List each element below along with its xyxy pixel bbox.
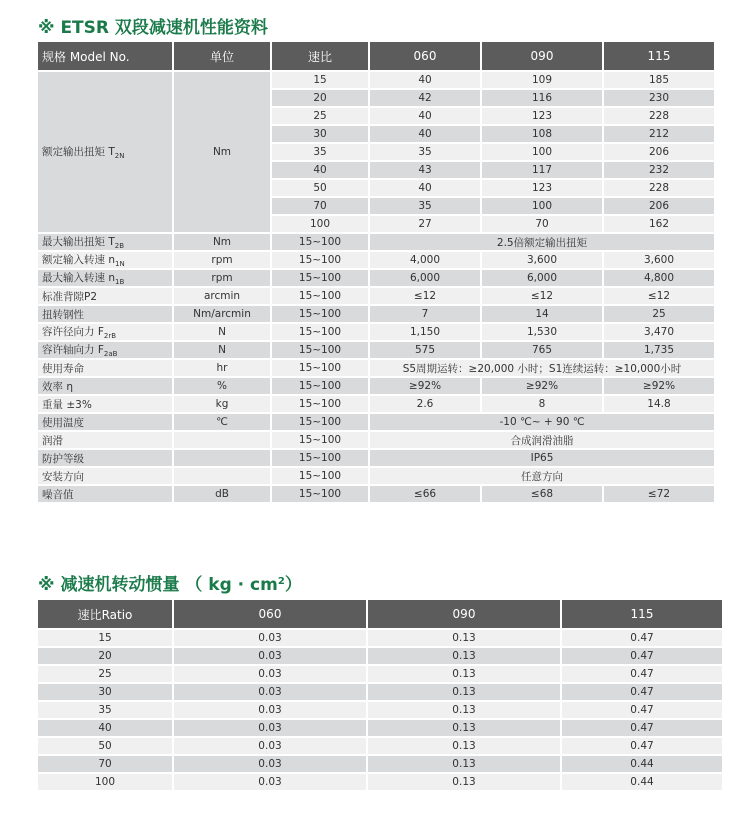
ratio-cell: 15~100 — [272, 360, 368, 376]
value-090: 123 — [482, 108, 602, 124]
inertia-header-090: 090 — [368, 600, 560, 628]
table-row — [38, 630, 722, 646]
unit-cell: kg — [174, 396, 270, 412]
value-090: ≥92% — [482, 378, 602, 394]
value-060: ≤66 — [370, 486, 480, 502]
ratio-cell: 35 — [38, 702, 172, 718]
row-label-subscript: 2N — [114, 152, 125, 160]
value-090: 108 — [482, 126, 602, 142]
table-row — [38, 378, 714, 394]
row-label-text: 最大输入转速 n — [42, 272, 115, 284]
value-090: 116 — [482, 90, 602, 106]
ratio-cell: 15~100 — [272, 306, 368, 322]
value-090: 0.13 — [368, 666, 560, 682]
value-115: 3,600 — [604, 252, 714, 268]
value-115: 25 — [604, 306, 714, 322]
value-060: 40 — [370, 108, 480, 124]
value-060: 35 — [370, 144, 480, 160]
value-090: 765 — [482, 342, 602, 358]
row-label-text: 噪音值 — [42, 488, 74, 501]
row-label — [38, 468, 172, 484]
value-090: 70 — [482, 216, 602, 232]
value-060: 0.03 — [174, 720, 366, 736]
row-label-text: 润滑 — [42, 434, 63, 447]
value-115: 206 — [604, 198, 714, 214]
unit-cell — [174, 450, 270, 466]
value-115: 232 — [604, 162, 714, 178]
value-090: 0.13 — [368, 702, 560, 718]
ratio-cell: 25 — [272, 108, 368, 124]
table-row — [38, 270, 714, 286]
row-label — [38, 378, 172, 394]
unit-cell: Nm — [174, 72, 270, 232]
table-row — [38, 486, 714, 502]
row-label-subscript: 2B — [114, 242, 125, 250]
inertia-header-115: 115 — [562, 600, 722, 628]
value-090: 6,000 — [482, 270, 602, 286]
row-label — [38, 360, 172, 376]
inertia-header-060: 060 — [174, 600, 366, 628]
table-row — [38, 360, 714, 376]
ratio-cell: 40 — [272, 162, 368, 178]
unit-cell: dB — [174, 486, 270, 502]
row-label — [38, 306, 172, 322]
value-115: 162 — [604, 216, 714, 232]
unit-cell: arcmin — [174, 288, 270, 304]
unit-cell: N — [174, 342, 270, 358]
merged-value: 合成润滑油脂 — [370, 432, 714, 448]
inertia-title-sup: 2 — [277, 576, 285, 587]
unit-cell: hr — [174, 360, 270, 376]
table-row — [38, 396, 714, 412]
ratio-cell: 35 — [272, 144, 368, 160]
value-115: 185 — [604, 72, 714, 88]
value-090: 100 — [482, 198, 602, 214]
ratio-cell: 50 — [272, 180, 368, 196]
value-060: 0.03 — [174, 630, 366, 646]
table-row — [38, 648, 722, 664]
table-row — [38, 666, 722, 682]
row-label-text: 使用温度 — [42, 416, 84, 429]
ratio-cell: 15 — [272, 72, 368, 88]
table-row — [38, 252, 714, 268]
spec-section-title: ※ ETSR 双段减速机性能资料 — [38, 18, 268, 38]
table-row — [38, 342, 714, 358]
value-060: 2.6 — [370, 396, 480, 412]
row-label — [38, 324, 172, 340]
ratio-cell: 100 — [272, 216, 368, 232]
value-060: 575 — [370, 342, 480, 358]
inertia-title-text: ※ 减速机转动惯量 （ kg · cm — [38, 575, 278, 595]
value-115: 0.47 — [562, 630, 722, 646]
value-115: 228 — [604, 180, 714, 196]
row-label — [38, 486, 172, 502]
value-060: 1,150 — [370, 324, 480, 340]
value-060: 0.03 — [174, 702, 366, 718]
unit-cell: N — [174, 324, 270, 340]
table-row — [38, 468, 714, 484]
ratio-cell: 15~100 — [272, 342, 368, 358]
value-115: 0.44 — [562, 756, 722, 772]
ratio-cell: 15~100 — [272, 378, 368, 394]
row-label — [38, 270, 172, 286]
header-unit: 单位 — [174, 42, 270, 70]
ratio-cell: 30 — [272, 126, 368, 142]
value-090: 3,600 — [482, 252, 602, 268]
row-label — [38, 432, 172, 448]
value-090: 100 — [482, 144, 602, 160]
value-115: 230 — [604, 90, 714, 106]
row-label — [38, 72, 172, 232]
row-label — [38, 414, 172, 430]
value-115: ≤72 — [604, 486, 714, 502]
value-060: 0.03 — [174, 648, 366, 664]
unit-cell — [174, 468, 270, 484]
header-115: 115 — [604, 42, 714, 70]
table-row — [38, 450, 714, 466]
value-060: 0.03 — [174, 774, 366, 790]
value-060: 42 — [370, 90, 480, 106]
value-060: 0.03 — [174, 684, 366, 700]
value-090: 1,530 — [482, 324, 602, 340]
row-label-text: 防护等级 — [42, 452, 84, 465]
row-label-text: 使用寿命 — [42, 362, 84, 375]
value-060: ≤12 — [370, 288, 480, 304]
value-060: 27 — [370, 216, 480, 232]
table-row — [38, 720, 722, 736]
table-row — [38, 306, 714, 322]
value-090: 117 — [482, 162, 602, 178]
value-115: 3,470 — [604, 324, 714, 340]
ratio-cell: 15~100 — [272, 468, 368, 484]
value-090: 0.13 — [368, 648, 560, 664]
value-060: 4,000 — [370, 252, 480, 268]
row-label-text: 额定输出扭矩 T — [42, 146, 115, 158]
value-115: 0.47 — [562, 648, 722, 664]
value-115: 0.44 — [562, 774, 722, 790]
table-row — [38, 288, 714, 304]
ratio-cell: 15~100 — [272, 396, 368, 412]
ratio-cell: 70 — [38, 756, 172, 772]
header-090: 090 — [482, 42, 602, 70]
row-label — [38, 342, 172, 358]
table-row — [38, 324, 714, 340]
inertia-table — [36, 598, 724, 792]
ratio-cell: 15~100 — [272, 288, 368, 304]
merged-value: -10 ℃~ + 90 ℃ — [370, 414, 714, 430]
value-115: 0.47 — [562, 738, 722, 754]
ratio-cell: 15~100 — [272, 270, 368, 286]
value-060: 7 — [370, 306, 480, 322]
value-115: 0.47 — [562, 702, 722, 718]
row-label-text: 扭转钢性 — [42, 308, 84, 321]
row-label — [38, 288, 172, 304]
value-115: 14.8 — [604, 396, 714, 412]
value-060: 40 — [370, 126, 480, 142]
ratio-cell: 15~100 — [272, 414, 368, 430]
row-label-text: 标准背隙P2 — [42, 290, 98, 303]
value-115: 212 — [604, 126, 714, 142]
ratio-cell: 40 — [38, 720, 172, 736]
unit-cell: Nm — [174, 234, 270, 250]
value-060: 0.03 — [174, 666, 366, 682]
value-115: 0.47 — [562, 666, 722, 682]
table-row — [38, 414, 714, 430]
row-label-subscript: 1B — [115, 278, 125, 286]
ratio-cell: 20 — [272, 90, 368, 106]
row-label-subscript: 2rB — [103, 332, 117, 340]
table-row — [38, 234, 714, 250]
value-060: 40 — [370, 72, 480, 88]
value-090: 0.13 — [368, 774, 560, 790]
table-row — [38, 738, 722, 754]
inertia-title-end: ） — [284, 575, 302, 595]
row-label-text: 额定输入转速 n — [42, 254, 115, 266]
value-060: 40 — [370, 180, 480, 196]
inertia-section-title — [38, 570, 302, 595]
value-090: 0.13 — [368, 684, 560, 700]
merged-value: IP65 — [370, 450, 714, 466]
ratio-cell: 50 — [38, 738, 172, 754]
row-label — [38, 234, 172, 250]
table-row — [38, 756, 722, 772]
value-090: ≤68 — [482, 486, 602, 502]
value-060: 6,000 — [370, 270, 480, 286]
value-060: 0.03 — [174, 756, 366, 772]
ratio-cell: 30 — [38, 684, 172, 700]
value-090: ≤12 — [482, 288, 602, 304]
value-115: 1,735 — [604, 342, 714, 358]
value-060: 0.03 — [174, 738, 366, 754]
ratio-cell: 70 — [272, 198, 368, 214]
row-label-text: 安装方向 — [42, 470, 84, 483]
row-label-subscript: 1N — [115, 260, 125, 268]
row-label — [38, 396, 172, 412]
ratio-cell: 15~100 — [272, 486, 368, 502]
header-ratio: 速比 — [272, 42, 368, 70]
table-row — [38, 702, 722, 718]
ratio-cell: 15~100 — [272, 450, 368, 466]
value-090: 8 — [482, 396, 602, 412]
value-115: ≤12 — [604, 288, 714, 304]
unit-cell: rpm — [174, 270, 270, 286]
value-090: 109 — [482, 72, 602, 88]
table-row — [38, 72, 714, 88]
ratio-cell: 100 — [38, 774, 172, 790]
row-label — [38, 450, 172, 466]
value-115: 0.47 — [562, 720, 722, 736]
unit-cell: Nm/arcmin — [174, 306, 270, 322]
ratio-cell: 25 — [38, 666, 172, 682]
spec-header-row — [38, 42, 714, 70]
value-115: ≥92% — [604, 378, 714, 394]
value-090: 0.13 — [368, 630, 560, 646]
row-label-subscript: 2aB — [103, 350, 118, 358]
merged-value: 任意方向 — [370, 468, 714, 484]
value-090: 0.13 — [368, 756, 560, 772]
unit-cell: rpm — [174, 252, 270, 268]
table-row — [38, 432, 714, 448]
table-row — [38, 774, 722, 790]
table-row — [38, 684, 722, 700]
inertia-header-ratio: 速比Ratio — [38, 600, 172, 628]
spec-table — [36, 40, 716, 504]
row-label — [38, 252, 172, 268]
ratio-cell: 20 — [38, 648, 172, 664]
row-label-text: 容许径向力 F — [42, 326, 104, 338]
inertia-header-row — [38, 600, 722, 628]
value-060: 35 — [370, 198, 480, 214]
value-115: 4,800 — [604, 270, 714, 286]
value-090: 0.13 — [368, 720, 560, 736]
header-060: 060 — [370, 42, 480, 70]
value-115: 228 — [604, 108, 714, 124]
unit-cell: ℃ — [174, 414, 270, 430]
value-060: ≥92% — [370, 378, 480, 394]
value-115: 0.47 — [562, 684, 722, 700]
row-label-text: 效率 η — [42, 380, 73, 393]
unit-cell — [174, 432, 270, 448]
merged-value: 2.5倍额定输出扭矩 — [370, 234, 714, 250]
merged-value: S5周期运转：≥20,000 小时；S1连续运转：≥10,000小时 — [370, 360, 714, 376]
value-090: 123 — [482, 180, 602, 196]
row-label-text: 重量 ±3% — [42, 398, 92, 411]
ratio-cell: 15~100 — [272, 324, 368, 340]
unit-cell: % — [174, 378, 270, 394]
value-090: 0.13 — [368, 738, 560, 754]
header-model: 规格 Model No. — [38, 42, 172, 70]
ratio-cell: 15 — [38, 630, 172, 646]
ratio-cell: 15~100 — [272, 432, 368, 448]
row-label-text: 容许轴向力 F — [42, 344, 104, 356]
value-090: 14 — [482, 306, 602, 322]
ratio-cell: 15~100 — [272, 252, 368, 268]
row-label-text: 最大输出扭矩 T — [42, 236, 115, 248]
ratio-cell: 15~100 — [272, 234, 368, 250]
value-115: 206 — [604, 144, 714, 160]
value-060: 43 — [370, 162, 480, 178]
